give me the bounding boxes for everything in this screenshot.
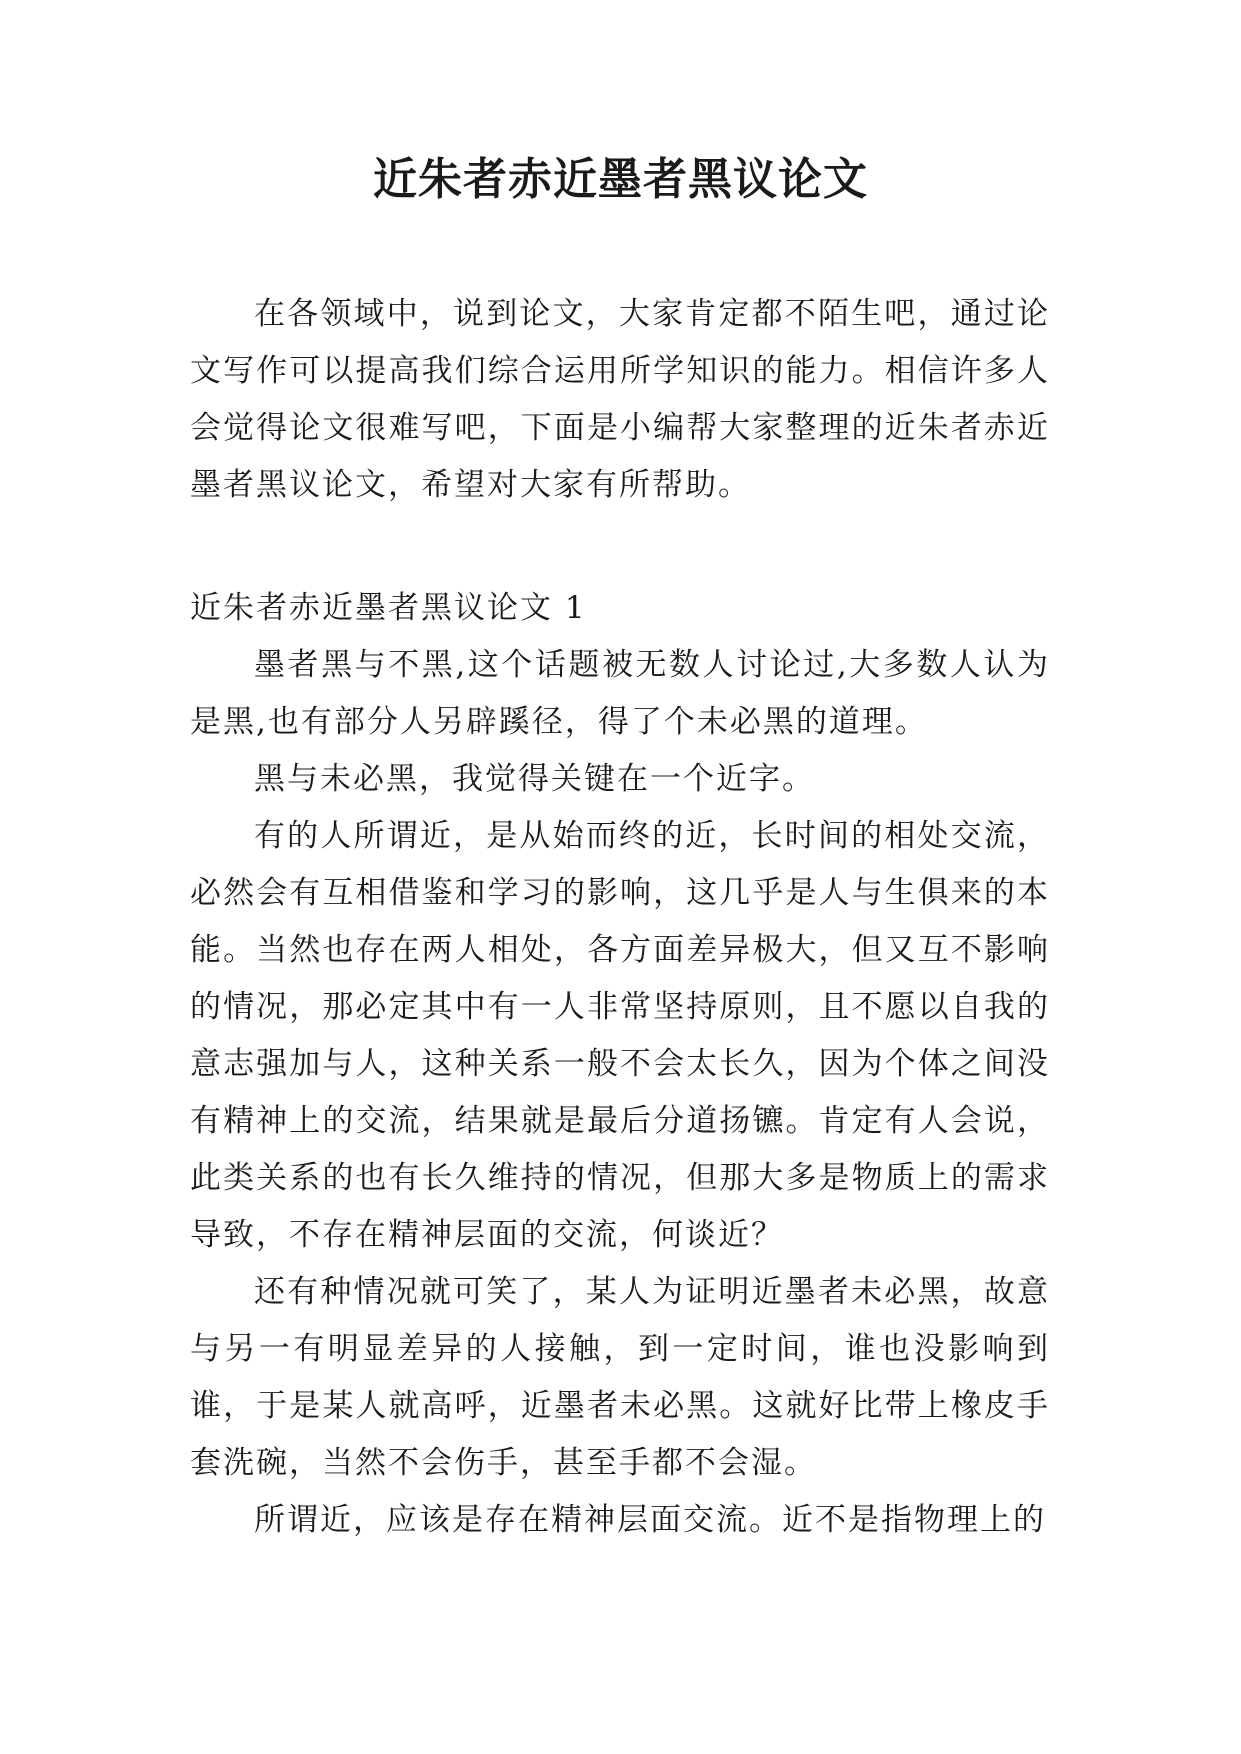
article-paragraph: 还有种情况就可笑了，某人为证明近墨者未必黑，故意与另一有明显差异的人接触，到一定时间，谁也没影响到谁，于是某人就高呼，近墨者未必黑。这就好比带上橡皮手套洗碗，当然不会伤手，甚至手都不会湿。 (190, 1274, 1050, 1481)
article-body (190, 637, 1050, 1549)
article-paragraph: 所谓近，应该是存在精神层面交流。近不是指物理上的 (254, 1502, 1046, 1538)
intro-paragraph: 在各领域中，说到论文，大家肯定都不陌生吧，通过论文写作可以提高我们综合运用所学知识的能力。相信许多人会觉得论文很难写吧，下面是小编帮大家整理的近朱者赤近墨者黑议论文，希望对大家有所帮助。 (190, 296, 1050, 503)
document-title: 近朱者赤近墨者黑议论文 (373, 154, 868, 205)
article-paragraph: 有的人所谓近，是从始而终的近，长时间的相处交流，必然会有互相借鉴和学习的影响，这几乎是人与生俱来的本能。当然也存在两人相处，各方面差异极大，但又互不影响的情况，那必定其中有一人非常坚持原则，且不愿以自我的意志强加与人，这种关系一般不会太长久，因为个体之间没有精神上的交流，结果就是最后分道扬镳。肯定有人会说，此类关系的也有长久维持的情况，但那大多是物质上的需求导致，不存在精神层面的交流，何谈近？ (190, 818, 1050, 1253)
section-heading: 近朱者赤近墨者黑议论文 1 (190, 590, 587, 626)
article-paragraph: 黑与未必黑，我觉得关键在一个近字。 (254, 761, 815, 797)
article-paragraph: 墨者黑与不黑,这个话题被无数人讨论过,大多数人认为是黑,也有部分人另辟蹊径，得了个未必黑的道理。 (190, 647, 1050, 740)
